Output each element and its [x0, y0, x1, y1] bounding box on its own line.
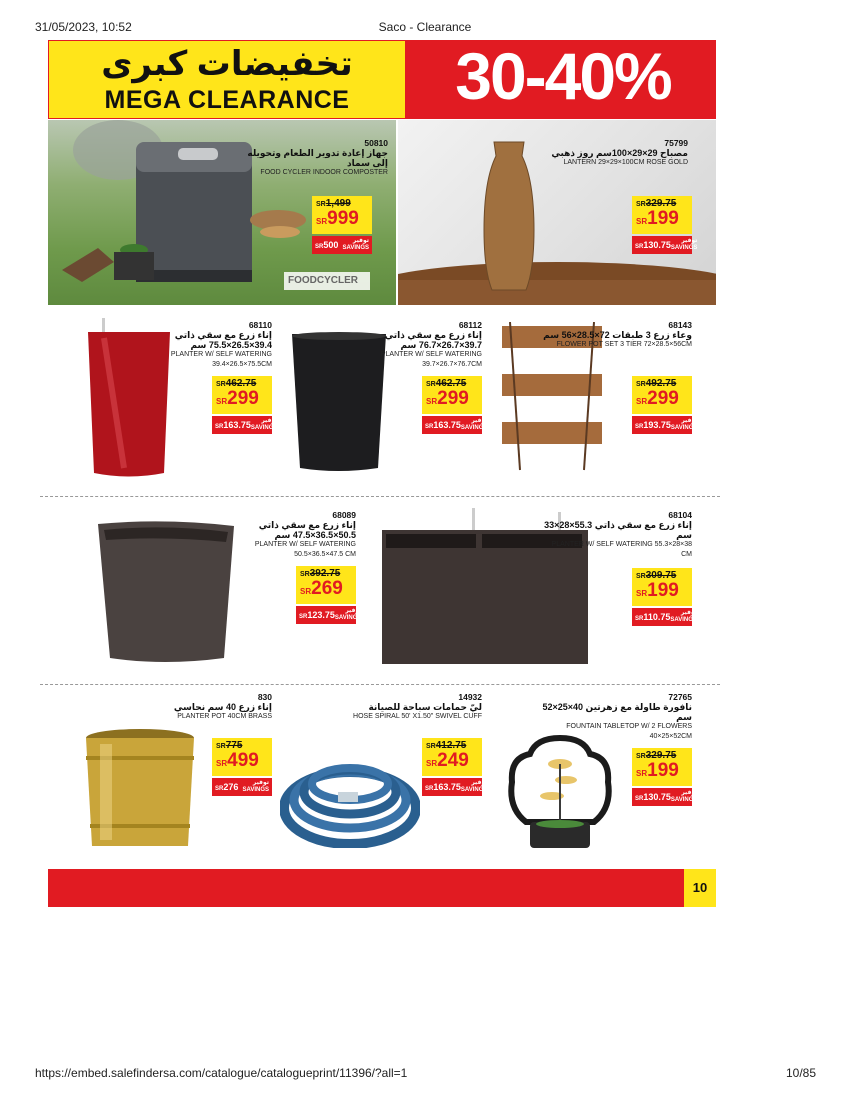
product-code: 68112 — [458, 320, 482, 330]
product-name-en: PLANTER POT 40CM BRASS — [177, 713, 272, 720]
price-tag-72765: SR329.75 SR199 SR130.75 توفير SAVINGS — [632, 748, 692, 806]
product-name-ar: إناء زرع مع سقي ذاتي 50.5×36.5×47.5 سم — [258, 520, 356, 540]
price-tag-68112: SR462.75 SR299 SR163.75 توفير SAVINGS — [422, 376, 482, 434]
product-name-ar: جهاز إعادة تدوير الطعام وتحويله إلى سماد — [247, 148, 388, 168]
page-title: Saco - Clearance — [378, 20, 472, 34]
price-tag-68143: SR492.75 SR299 SR193.75 توفير SAVINGS — [632, 376, 692, 434]
product-code: 50810 — [364, 138, 388, 148]
product-text-14932 — [330, 692, 482, 722]
product-code: 14932 — [458, 692, 482, 702]
product-name-en: FOUNTAIN TABLETOP W/ 2 FLOWERS 40×25×52CM — [566, 723, 692, 740]
product-code: 68143 — [668, 320, 692, 330]
product-name-en: PLANTER W/ SELF WATERING 55.3×28×38 CM — [551, 541, 692, 558]
savings-amount: 130.75 — [643, 240, 671, 250]
old-price: 462.75 — [435, 378, 467, 389]
product-code: 72765 — [668, 692, 692, 702]
new-price: 299 — [647, 388, 679, 409]
old-price: 412.75 — [435, 740, 467, 751]
savings-amount: 163.75 — [433, 420, 461, 430]
old-price: 329.75 — [645, 198, 677, 209]
savings-amount: 163.75 — [433, 782, 461, 792]
new-price: 299 — [437, 388, 469, 409]
old-price: 1,499 — [325, 198, 351, 209]
product-text-50810 — [240, 138, 388, 178]
product-name-ar: إناء زرع مع سقي ذاتي 39.4×26.5×75.5 سم — [174, 330, 272, 350]
old-price: 392.75 — [309, 568, 341, 579]
product-name-ar: ليّ حمامات سباحة للصيانة — [368, 702, 482, 712]
new-price: 199 — [647, 208, 679, 229]
savings-amount: 130.75 — [643, 792, 671, 802]
product-name-ar: إناء زرع مع سقي ذاتي 39.7×26.7×76.7 سم — [384, 330, 482, 350]
savings-amount: 276 — [223, 782, 239, 792]
product-code: 75799 — [664, 138, 688, 148]
product-text-68104 — [540, 510, 692, 560]
price-tag-75799: SR329.75 SR199 SR130.75 توفير SAVINGS — [632, 196, 692, 254]
product-code: 68089 — [332, 510, 356, 520]
product-name-ar: إناء زرع مع سقي ذاتي 55.3×28×33 سم — [544, 520, 692, 540]
tabletop-fountain-image — [504, 734, 616, 852]
old-price: 492.75 — [645, 378, 677, 389]
catalogue-page-number: 10 — [684, 869, 716, 907]
product-name-ar: مصباح 29×29×100سم روز ذهبي — [551, 148, 688, 158]
savings-amount: 500 — [323, 240, 339, 250]
banner-discount: 30-40% — [455, 39, 671, 113]
new-price: 299 — [227, 388, 259, 409]
product-text-68110 — [120, 320, 272, 370]
product-code: 68110 — [248, 320, 272, 330]
product-text-830 — [120, 692, 272, 722]
old-price: 329.75 — [645, 750, 677, 761]
price-tag-14932: SR412.75 SR249 SR163.75 توفير SAVINGS — [422, 738, 482, 796]
savings-amount: 193.75 — [643, 420, 671, 430]
source-url[interactable]: https://embed.salefindersa.com/catalogue/catalogueprint/11396/?all=1 — [35, 1066, 408, 1080]
price-tag-50810: SR1,499 SR999 SR500 توفير SAVINGS — [312, 196, 372, 254]
product-text-72765 — [540, 692, 692, 742]
row-divider — [40, 684, 720, 685]
new-price: 269 — [311, 578, 343, 599]
print-datetime: 31/05/2023, 10:52 — [35, 20, 132, 34]
row-divider — [40, 496, 720, 497]
product-text-68089 — [204, 510, 356, 560]
hose-spiral-image — [280, 748, 420, 848]
price-tag-68089: SR392.75 SR269 SR123.75 توفير SAVINGS — [296, 566, 356, 624]
new-price: 199 — [647, 760, 679, 781]
product-name-en: PLANTER W/ SELF WATERING 39.7×26.7×76.7CM — [380, 351, 482, 368]
new-price: 199 — [647, 580, 679, 601]
product-code: 830 — [257, 692, 272, 702]
banner-english-text: MEGA CLEARANCE — [104, 86, 350, 114]
product-name-ar: وعاء زرع 3 طبقات 72×28.5×56 سم — [543, 330, 692, 340]
savings-amount: 123.75 — [307, 610, 335, 620]
product-name-en: PLANTER W/ SELF WATERING 50.5×36.5×47.5 CM — [254, 541, 356, 558]
price-tag-68110: SR462.75 SR299 SR163.75 توفير SAVINGS — [212, 376, 272, 434]
product-name-en: FOOD CYCLER INDOOR COMPOSTER — [260, 169, 388, 176]
product-name-en: LANTERN 29×29×100CM ROSE GOLD — [563, 159, 688, 166]
print-page-count: 10/85 — [785, 1066, 816, 1080]
brass-planter-image — [84, 728, 196, 852]
product-name-en: HOSE SPIRAL 50' X1.50" SWIVEL CUFF — [353, 713, 482, 720]
old-price: 462.75 — [225, 378, 257, 389]
price-tag-830: SR775 SR499 SR276 توفير SAVINGS — [212, 738, 272, 796]
savings-amount: 163.75 — [223, 420, 251, 430]
banner-arabic-text: تخفيضات كبرى — [101, 45, 353, 83]
old-price: 775 — [225, 740, 243, 751]
price-tag-68104: SR309.75 SR199 SR110.75 توفير SAVINGS — [632, 568, 692, 626]
new-price: 249 — [437, 750, 469, 771]
product-name-en: PLANTER W/ SELF WATERING 39.4×26.5×75.5CM — [170, 351, 272, 368]
product-text-68143 — [540, 320, 692, 350]
product-text-68112 — [330, 320, 482, 370]
new-price: 499 — [227, 750, 259, 771]
new-price: 999 — [327, 208, 359, 229]
product-name-ar: نافورة طاولة مع زهرتين 40×25×52 سم — [542, 702, 692, 722]
old-price: 309.75 — [645, 570, 677, 581]
foodcycler-logo: FOODCYCLER — [288, 275, 358, 286]
product-name-en: FLOWER POT SET 3 TIER 72×28.5×56CM — [556, 341, 692, 348]
product-text-75799 — [540, 138, 688, 168]
product-name-ar: إناء زرع 40 سم نحاسي — [173, 702, 272, 712]
savings-amount: 110.75 — [643, 612, 671, 622]
footer-bar — [48, 869, 684, 907]
product-code: 68104 — [668, 510, 692, 520]
